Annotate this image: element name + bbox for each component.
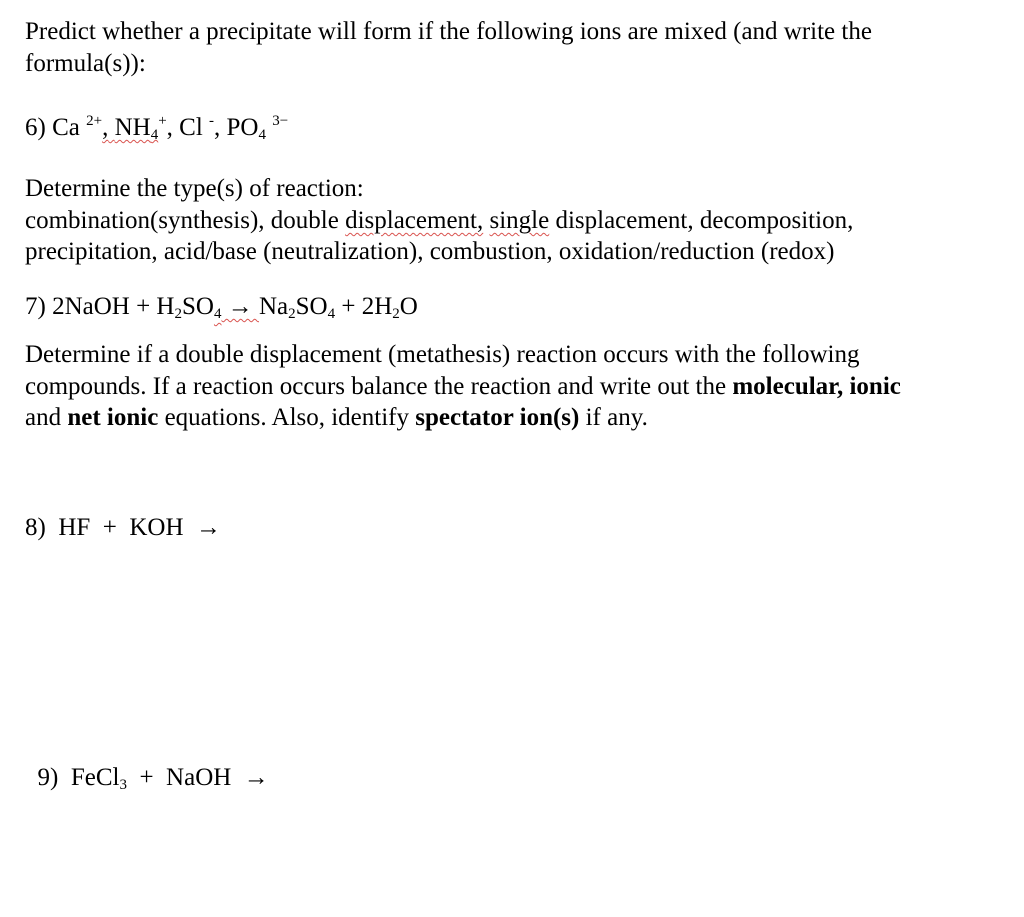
q6-po-charge: 3− [272, 113, 289, 129]
q6-number: 6) Ca [25, 114, 80, 141]
reaction-types-line-3: precipitation, acid/base (neutralization), combustion, oxidation/reduction (redox) [25, 238, 835, 265]
metathesis-line-1: Determine if a double displacement (metathesis) reaction occurs with the following [25, 341, 860, 368]
squiggle-displacement: displacement, [345, 207, 484, 234]
bold-net-ionic: net ionic [67, 404, 159, 431]
metathesis-line-3: and net ionic equations. Also, identify spectator ion(s) if any. [25, 404, 648, 431]
metathesis-line-2: compounds. If a reaction occurs balance the reaction and write out the molecular, ionic [25, 373, 901, 400]
question-9: 9) FeCl3 + NaOH → [37, 764, 269, 793]
bold-ionic: ionic [849, 373, 901, 400]
reaction-types-line-2: combination(synthesis), double displacement, single displacement, decomposition, [25, 207, 854, 234]
q6-phosphate: , PO [214, 114, 259, 141]
q6-po-sub: 4 [258, 127, 266, 143]
bold-molecular: molecular [732, 373, 837, 400]
reaction-types-heading: Determine the type(s) of reaction: [25, 175, 364, 202]
q6-ca-charge: 2+ [86, 113, 103, 129]
intro-line-2: formula(s)): [25, 50, 146, 77]
q6-cl-charge: - [209, 113, 215, 129]
q6-chloride: , Cl [166, 114, 203, 141]
bold-spectator-ions: spectator ion(s) [415, 404, 580, 431]
squiggle-single: single [489, 207, 550, 234]
q7-so4-sub: 4 [213, 306, 222, 322]
q6-ammonium: , NH4 [102, 114, 159, 143]
q7-arrow: → [221, 293, 259, 320]
q6-nh-charge: + [158, 113, 167, 129]
intro-line-1: Predict whether a precipitate will form if the following ions are mixed (and write the [25, 18, 872, 45]
question-7: 7) 2NaOH + H2SO4 → Na2SO4 + 2H2O [25, 293, 418, 322]
question-8: 8) HF + KOH → [25, 514, 222, 541]
question-6 [25, 113, 288, 146]
